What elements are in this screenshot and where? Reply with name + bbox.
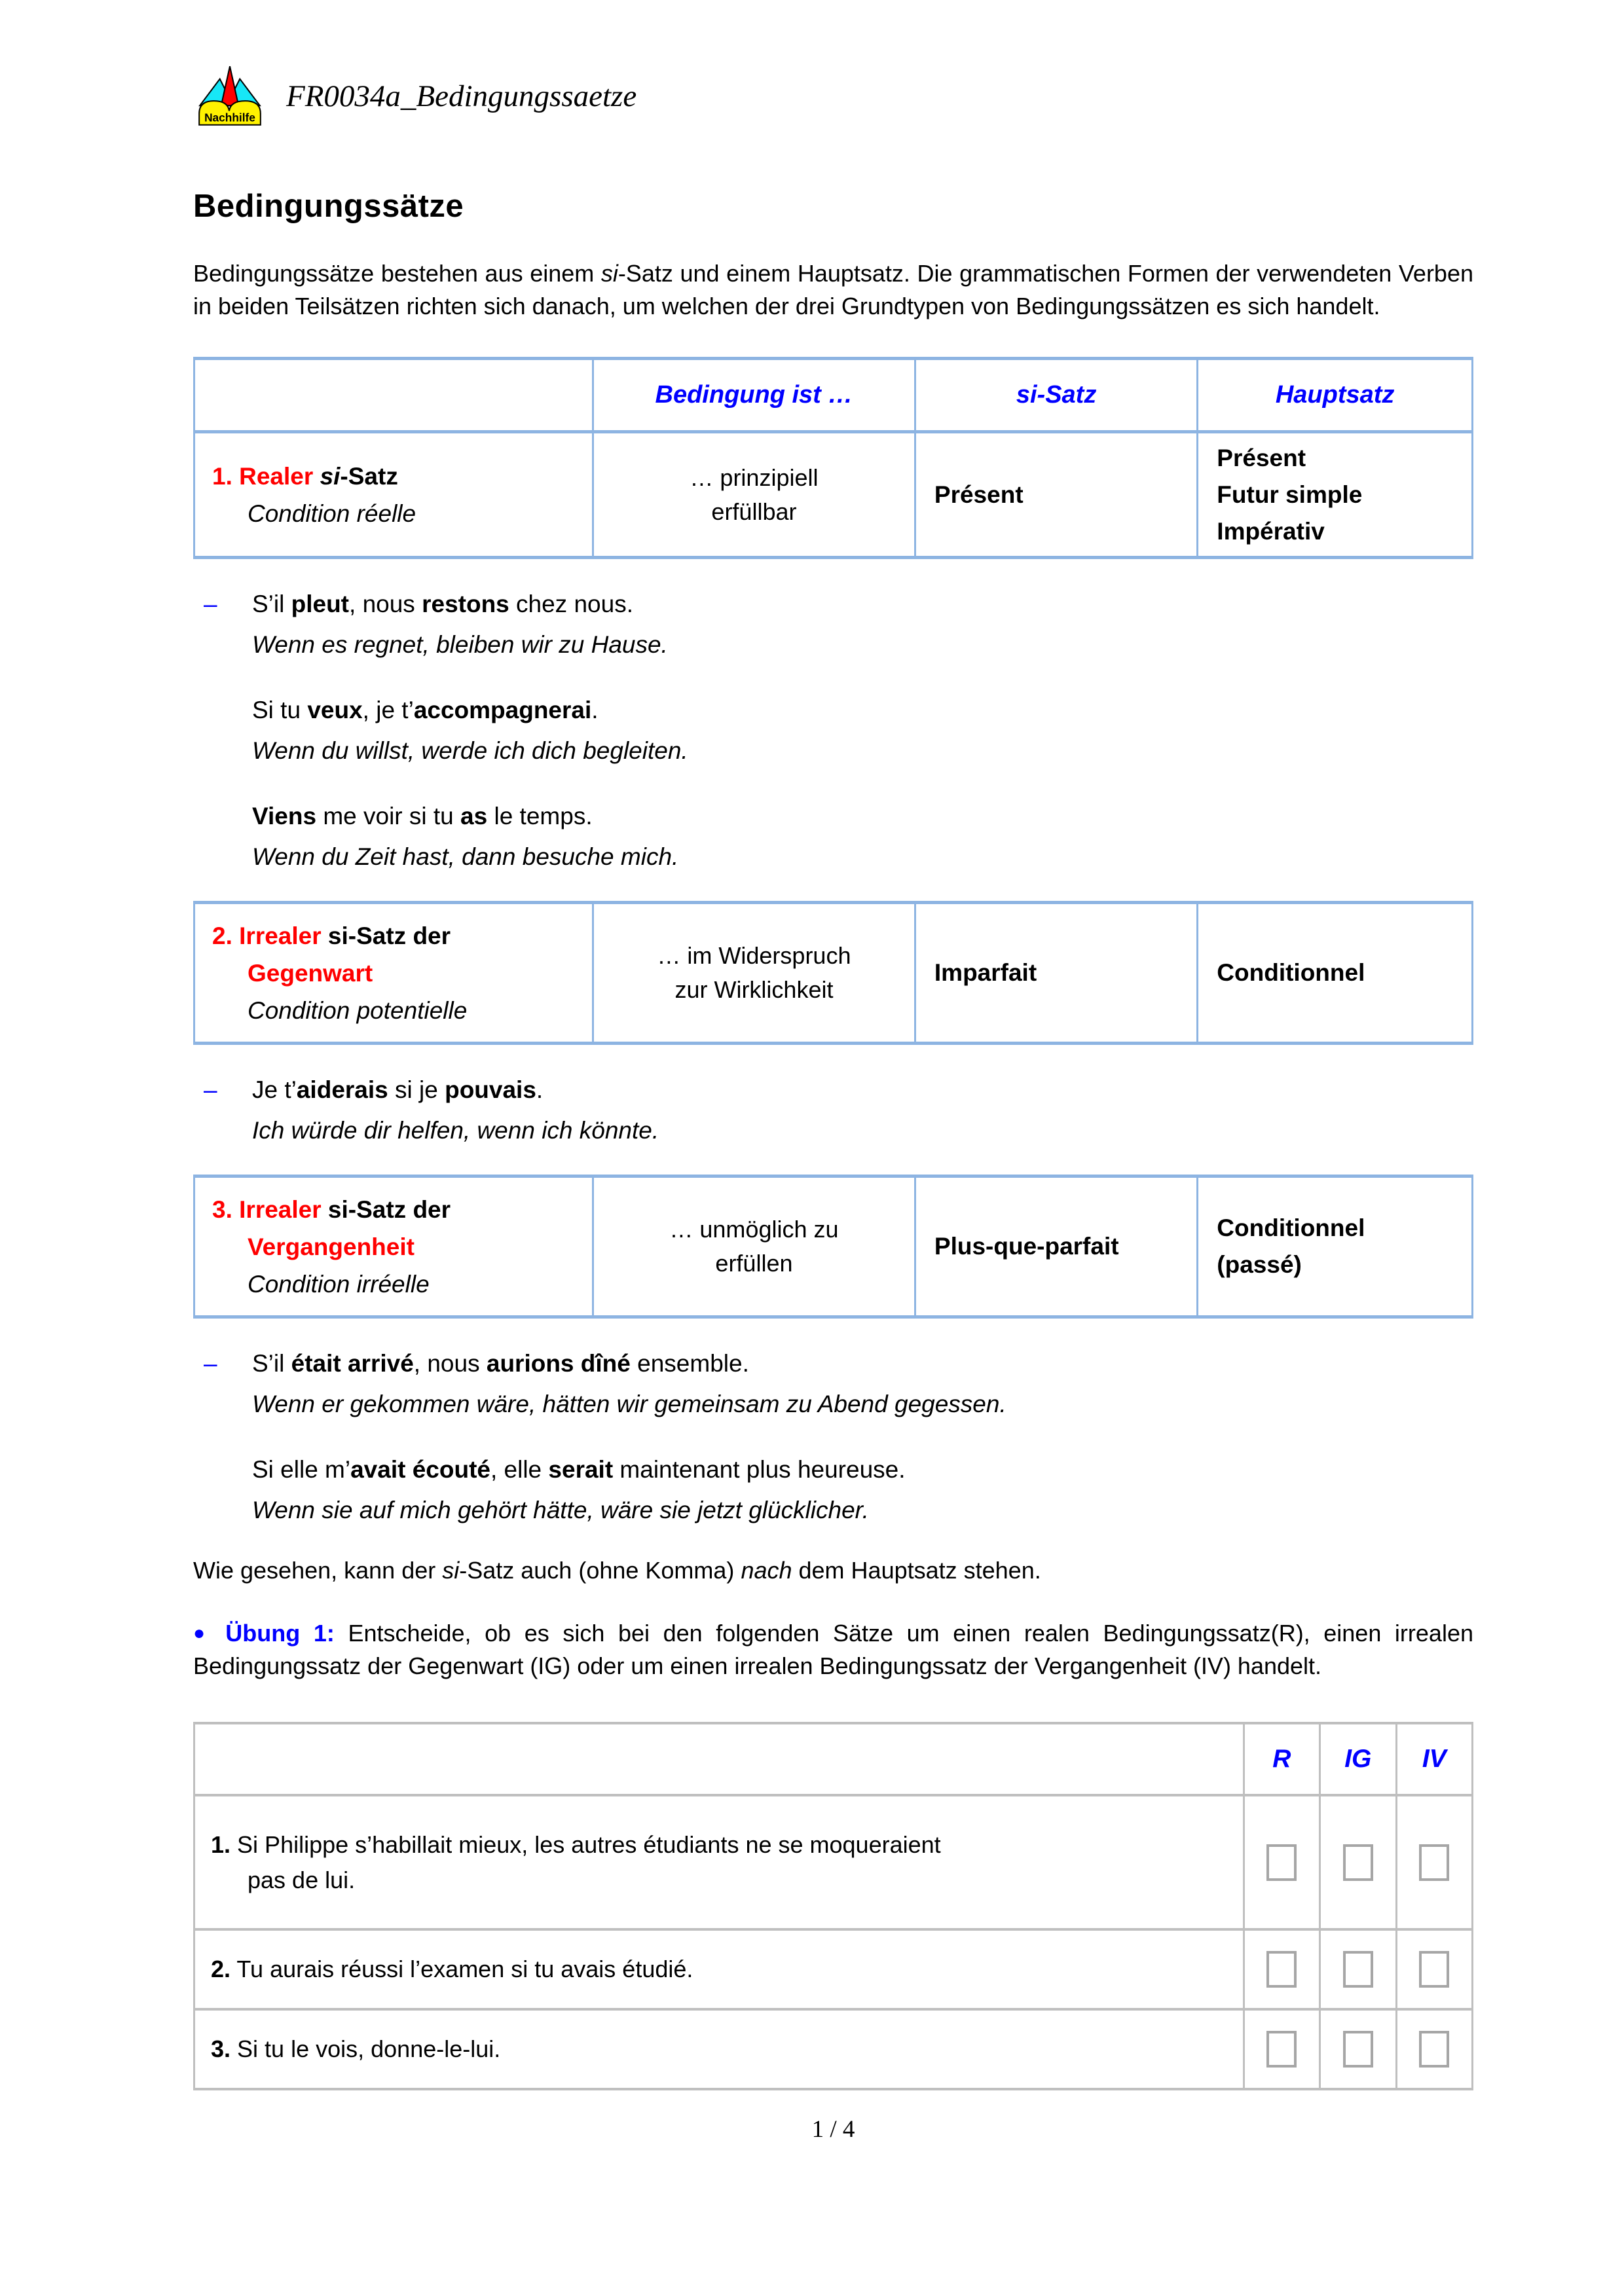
table3-type-line1 [212, 1191, 587, 1228]
examples-group-irreal-vergangenheit [193, 1343, 1473, 1531]
fr-seg: S’il [252, 591, 291, 617]
note-seg: Wie gesehen, kann der [193, 1557, 443, 1584]
fr-verb-bold: était arrivé [291, 1350, 414, 1377]
example-german: Wenn du Zeit hast, dann besuche mich. [252, 843, 679, 870]
checkbox-row1-r[interactable] [1266, 1844, 1297, 1881]
hauptsatz-line1: Présent [1217, 444, 1306, 471]
example-item [193, 1070, 1473, 1151]
checkbox-cell [1320, 1795, 1396, 1929]
fr-seg: maintenant plus heureuse. [613, 1456, 906, 1483]
logo-text: Nachhilfe [204, 111, 255, 124]
example-item [193, 584, 1473, 665]
condition-line1: … im Widerspruch [657, 942, 851, 969]
fr-seg: si je [388, 1076, 445, 1103]
fr-seg: , nous [413, 1350, 487, 1377]
checkbox-row3-iv[interactable] [1419, 2031, 1449, 2068]
example-german: Wenn du willst, werde ich dich begleiten. [252, 737, 688, 764]
table3-type-number: 3. Irrealer [212, 1195, 328, 1223]
table3-type-subtitle: Condition irréelle [248, 1270, 430, 1298]
table1-hauptsatz-cell [1198, 432, 1473, 558]
table1-header-si-satz: si-Satz [915, 359, 1197, 432]
exercise-header-row [194, 1723, 1473, 1795]
example-german: Wenn es regnet, bleiben wir zu Hause. [252, 631, 668, 658]
table2-condition-cell [593, 903, 915, 1044]
example-french [252, 796, 1473, 837]
example-item [193, 690, 1473, 771]
page-number: 1 / 4 [811, 2116, 855, 2143]
checkbox-cell [1320, 1929, 1396, 2009]
fr-verb-bold: accompagnerai [413, 697, 592, 723]
fr-seg: , je t’ [362, 697, 414, 723]
checkbox-cell [1320, 2009, 1396, 2089]
checkbox-row1-iv[interactable] [1419, 1844, 1449, 1881]
bullet-icon: ● [193, 1622, 212, 1644]
note-si: si [442, 1557, 460, 1584]
doc-code: FR0034a_Bedingungssaetze [286, 79, 637, 113]
table1-type-line1 [212, 458, 587, 495]
table3-type-rest: si-Satz der [327, 1195, 451, 1223]
table1-data-row [194, 432, 1473, 558]
checkbox-cell [1244, 2009, 1320, 2089]
checkbox-cell [1396, 1929, 1472, 2009]
exercise-header-iv: IV [1396, 1723, 1472, 1795]
fr-seg: Si elle m’ [252, 1456, 351, 1483]
note-seg: -Satz auch (ohne Komma) [459, 1557, 741, 1584]
fr-verb-bold: pleut [291, 591, 350, 617]
fr-verb-bold: aurions dîné [486, 1350, 631, 1377]
table2-type-rest: si-Satz der [327, 922, 451, 949]
nachhilfe-logo-icon [193, 62, 267, 130]
exercise-header-ig: IG [1320, 1723, 1396, 1795]
table1-type-si: si [320, 462, 341, 490]
statement-text [211, 1827, 984, 1898]
fr-seg: , elle [490, 1456, 549, 1483]
condition-line2: zur Wirklichkeit [674, 976, 834, 1003]
condition-line2: erfüllbar [711, 498, 797, 525]
example-french [204, 1070, 1473, 1110]
table3-type-line2: Vergangenheit [248, 1233, 415, 1260]
fr-seg: S’il [252, 1350, 291, 1377]
checkbox-cell [1396, 2009, 1472, 2089]
fr-seg: . [536, 1076, 544, 1103]
fr-seg: , nous [349, 591, 422, 617]
statement-cell [194, 1795, 1244, 1929]
table1-type-number: 1. Realer [212, 462, 320, 490]
uebung1-label: Übung 1: [225, 1620, 335, 1647]
statement-body: Si Philippe s’habillait mieux, les autres étudiants ne se moqueraient pas de lui. [237, 1831, 941, 1893]
statement-cell [194, 1929, 1244, 2009]
doc-header [193, 62, 1473, 130]
statement-number: 2. [211, 1956, 231, 1982]
checkbox-row3-ig[interactable] [1343, 2031, 1373, 2068]
fr-seg: ensemble. [630, 1350, 749, 1377]
uebung1-instructions: Entscheide, ob es sich bei den folgenden Sätze um einen realen Bedingungssatz(R), einen irrealen Bedingungssatz der Gegenwart (IG) oder um einen irrealen Bedingungssatz der Vergangenheit (IV) handelt. [193, 1620, 1473, 1679]
example-item [193, 1449, 1473, 1531]
uebung1-paragraph [193, 1617, 1473, 1683]
checkbox-row1-ig[interactable] [1343, 1844, 1373, 1881]
fr-verb-bold: restons [422, 591, 509, 617]
page-title: Bedingungssätze [193, 189, 464, 224]
intro-text-1: Bedingungssätze bestehen aus einem [193, 260, 601, 287]
fr-seg: chez nous. [509, 591, 633, 617]
grammar-table-irreal-vergangenheit [193, 1175, 1473, 1319]
exercise-row [194, 1795, 1473, 1929]
table3-condition-cell [593, 1176, 915, 1317]
table2-hauptsatz-cell: Conditionnel [1198, 903, 1473, 1044]
table3-si-satz-cell: Plus-que-parfait [915, 1176, 1197, 1317]
table3-hauptsatz-cell [1198, 1176, 1473, 1317]
table1-condition-cell [593, 432, 915, 558]
hauptsatz-line3: Impérativ [1217, 517, 1325, 545]
note-nach: nach [741, 1557, 792, 1584]
dash-bullet: – [204, 591, 217, 617]
table2-type-line1 [212, 917, 587, 955]
table2-type-line2: Gegenwart [248, 959, 373, 987]
statement-number: 3. [211, 2035, 231, 2062]
hauptsatz-line2: Futur simple [1217, 481, 1363, 508]
statement-number: 1. [211, 1831, 231, 1858]
table1-type-cell [194, 432, 593, 558]
fr-seg: me voir si tu [316, 803, 461, 829]
fr-verb-bold: avait écouté [350, 1456, 490, 1483]
fr-seg: Si tu [252, 697, 308, 723]
statement-text [211, 2032, 984, 2067]
table2-type-cell [194, 903, 593, 1044]
table2-type-number: 2. Irrealer [212, 922, 328, 949]
exercise-row [194, 2009, 1473, 2089]
checkbox-row2-r[interactable] [1266, 1951, 1297, 1988]
examples-group-real [193, 584, 1473, 877]
statement-body: Tu aurais réussi l’examen si tu avais étudié. [236, 1956, 693, 1982]
checkbox-cell [1396, 1795, 1472, 1929]
condition-line1: … prinzipiell [690, 464, 819, 491]
example-french [252, 1449, 1473, 1490]
example-french [204, 584, 1473, 625]
table2-type-subtitle: Condition potentielle [248, 996, 468, 1024]
dash-bullet: – [204, 1350, 217, 1377]
table3-type-cell [194, 1176, 593, 1317]
fr-seg: le temps. [487, 803, 593, 829]
fr-verb-bold: Viens [252, 803, 317, 829]
table1-header-hauptsatz: Hauptsatz [1198, 359, 1473, 432]
fr-verb-bold: as [460, 803, 488, 829]
checkbox-cell [1244, 1929, 1320, 2009]
exercise-corner-cell [194, 1723, 1244, 1795]
checkbox-row2-ig[interactable] [1343, 1951, 1373, 1988]
example-german: Wenn er gekommen wäre, hätten wir gemeinsam zu Abend gegessen. [252, 1391, 1006, 1417]
grammar-table-irreal-gegenwart [193, 901, 1473, 1045]
intro-si: si [600, 260, 618, 287]
fr-verb-bold: serait [548, 1456, 614, 1483]
table2-si-satz-cell: Imparfait [915, 903, 1197, 1044]
fr-seg: Je t’ [252, 1076, 297, 1103]
example-french [252, 690, 1473, 731]
statement-cell [194, 2009, 1244, 2089]
grammar-table-real [193, 357, 1473, 559]
note-seg: dem Hauptsatz stehen. [792, 1557, 1041, 1584]
table1-header-bedingung: Bedingung ist … [593, 359, 915, 432]
note-paragraph [193, 1554, 1473, 1587]
dash-bullet: – [204, 1076, 217, 1103]
exercise-header-r: R [1244, 1723, 1320, 1795]
checkbox-cell [1244, 1795, 1320, 1929]
example-german: Wenn sie auf mich gehört hätte, wäre sie jetzt glücklicher. [252, 1497, 869, 1523]
exercise-row [194, 1929, 1473, 2009]
table1-type-rest: -Satz [340, 462, 398, 490]
checkbox-row3-r[interactable] [1266, 2031, 1297, 2068]
statement-text [211, 1952, 984, 1987]
exercise-table [193, 1722, 1473, 2090]
intro-paragraph [193, 257, 1473, 323]
checkbox-row2-iv[interactable] [1419, 1951, 1449, 1988]
example-french [204, 1343, 1473, 1384]
table3-data-row [194, 1176, 1473, 1317]
example-german: Ich würde dir helfen, wenn ich könnte. [252, 1117, 659, 1144]
condition-line1: … unmöglich zu [669, 1216, 839, 1243]
examples-group-irreal-gegenwart [193, 1070, 1473, 1151]
example-item [193, 1343, 1473, 1425]
intro-text-2: -Satz und einem Hauptsatz. Die grammatischen Formen der verwendeten Verben in beiden Teilsätzen richten sich danach, um welchen der drei Grundtypen von Bedingungssätzen es sich handelt. [193, 260, 1473, 319]
table1-type-subtitle: Condition réelle [248, 500, 416, 527]
table2-data-row [194, 903, 1473, 1044]
table1-header-row [194, 359, 1473, 432]
hauptsatz-line2: (passé) [1217, 1251, 1302, 1278]
hauptsatz-line1: Conditionnel [1217, 1214, 1365, 1241]
table1-corner-cell [194, 359, 593, 432]
fr-verb-bold: veux [307, 697, 363, 723]
fr-verb-bold: pouvais [445, 1076, 536, 1103]
page-footer [193, 2115, 1473, 2143]
fr-seg: . [591, 697, 599, 723]
fr-verb-bold: aiderais [296, 1076, 388, 1103]
condition-line2: erfüllen [715, 1250, 793, 1277]
example-item [193, 796, 1473, 877]
table1-si-satz-cell: Présent [915, 432, 1197, 558]
statement-body: Si tu le vois, donne-le-lui. [237, 2035, 501, 2062]
